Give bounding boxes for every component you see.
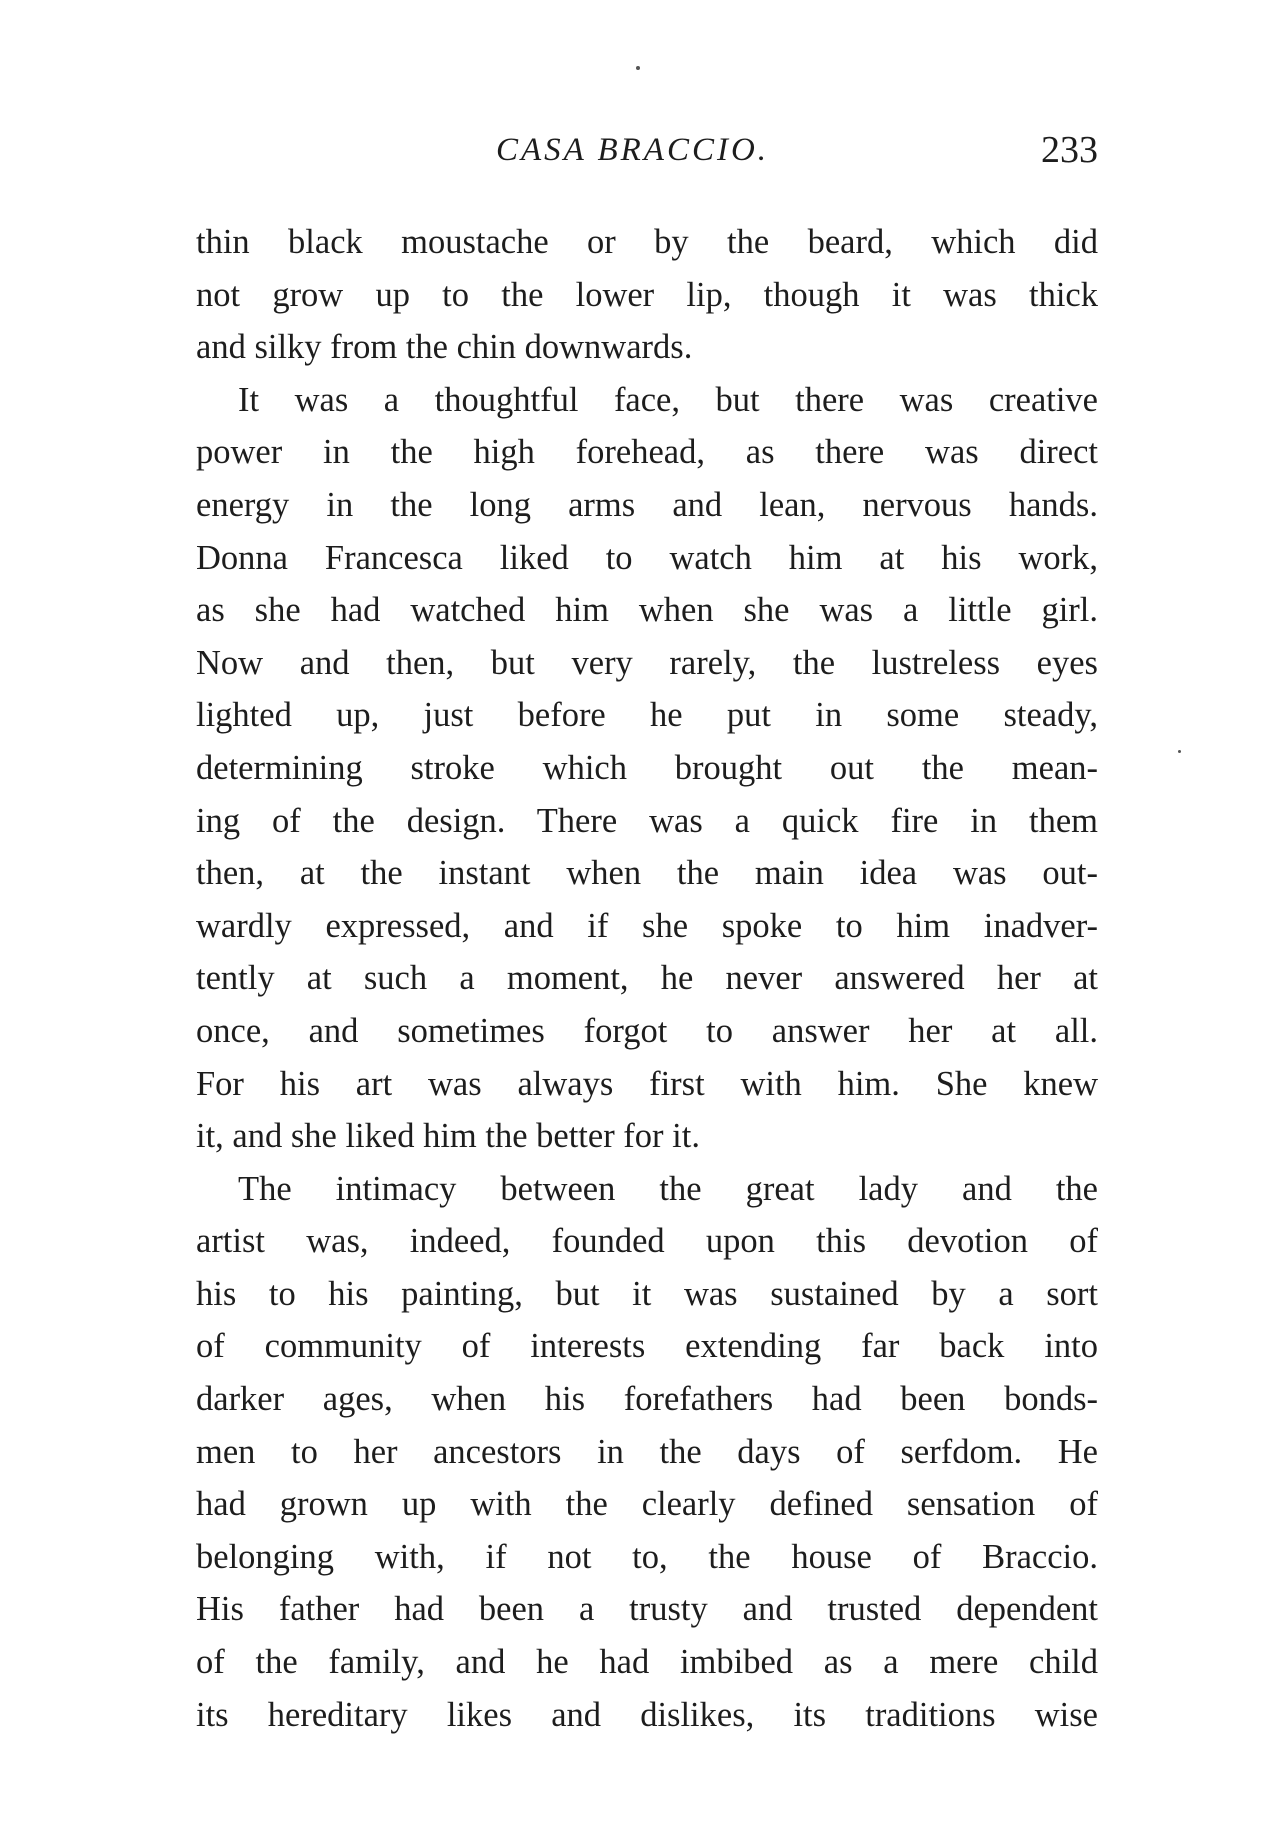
- text-line: once, and sometimes forgot to answer her at all.: [196, 1011, 1098, 1050]
- text-line: his to his painting, but it was sustained by a sort: [196, 1274, 1098, 1313]
- text-line: then, at the instant when the main idea was out-: [196, 854, 1098, 893]
- text-line: determining stroke which brought out the mean-: [196, 748, 1098, 787]
- text-line: and silky from the chin downwards.: [196, 328, 693, 367]
- text-line: it, and she liked him the better for it.: [196, 1117, 700, 1156]
- text-line: The intimacy between the great lady and the: [238, 1169, 1098, 1208]
- text-line: of community of interests extending far back into: [196, 1327, 1098, 1366]
- text-line: belonging with, if not to, the house of Braccio.: [196, 1537, 1098, 1576]
- text-line: For his art was always first with him. She knew: [196, 1064, 1098, 1103]
- text-line: power in the high forehead, as there was direct: [196, 433, 1098, 472]
- text-line: had grown up with the clearly defined sensation of: [196, 1485, 1098, 1524]
- text-line: tently at such a moment, he never answered her at: [196, 959, 1098, 998]
- text-line: men to her ancestors in the days of serfdom. He: [196, 1432, 1098, 1471]
- text-line: as she had watched him when she was a little girl.: [196, 591, 1098, 630]
- text-line: of the family, and he had imbibed as a mere child: [196, 1643, 1098, 1682]
- text-line: lighted up, just before he put in some steady,: [196, 696, 1098, 735]
- text-line: thin black moustache or by the beard, which did: [196, 223, 1098, 261]
- text-line: Now and then, but very rarely, the lustreless eyes: [196, 643, 1098, 682]
- text-line: Donna Francesca liked to watch him at his work,: [196, 538, 1098, 577]
- page-number: 233: [1041, 129, 1098, 171]
- text-line: ing of the design. There was a quick fire in them: [196, 801, 1098, 840]
- text-line: wardly expressed, and if she spoke to him inadver-: [196, 906, 1098, 945]
- text-line: His father had been a trusty and trusted dependent: [196, 1590, 1098, 1629]
- page-header: [196, 128, 1098, 172]
- body-text: [196, 216, 1098, 1741]
- text-line: its hereditary likes and dislikes, its traditions wise: [196, 1695, 1098, 1734]
- text-line: energy in the long arms and lean, nervous hands.: [196, 485, 1098, 524]
- ink-speck: [636, 66, 640, 70]
- text-line: It was a thoughtful face, but there was creative: [238, 380, 1098, 419]
- running-title: CASA BRACCIO.: [496, 132, 770, 168]
- text-line: artist was, indeed, founded upon this devotion of: [196, 1222, 1098, 1261]
- text-line: not grow up to the lower lip, though it was thick: [196, 275, 1098, 314]
- ink-speck: [1178, 750, 1181, 753]
- text-line: darker ages, when his forefathers had been bonds-: [196, 1380, 1098, 1419]
